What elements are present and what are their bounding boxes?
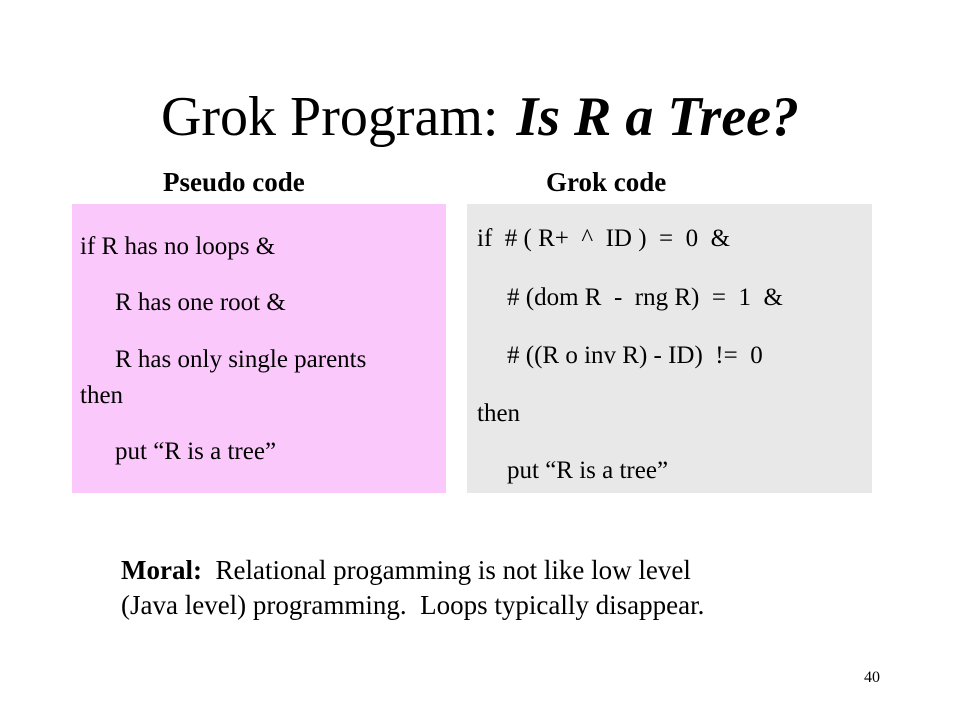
grok-line: then: [477, 400, 521, 427]
grok-line: # (dom R - rng R) = 1 &: [507, 284, 783, 311]
pseudo-line: if R has no loops &: [80, 233, 276, 260]
moral-text: [121, 553, 841, 623]
pseudo-line: R has only single parents: [115, 346, 367, 373]
grok-line: if # ( R+ ^ ID ) = 0 &: [477, 225, 731, 252]
pseudo-code-panel: [72, 204, 446, 493]
pseudo-line: put “R is a tree”: [115, 438, 277, 465]
title-emphasis: Is R a Tree?: [516, 86, 800, 148]
grok-code-panel: [467, 204, 872, 493]
grok-line: put “R is a tree”: [507, 457, 669, 484]
pseudo-line: R has one root &: [115, 289, 286, 316]
grok-code-heading: Grok code: [546, 167, 667, 197]
moral-line1-text: Relational progamming is not like low level: [215, 555, 691, 585]
moral-line-2: (Java level) programming. Loops typically disappear.: [121, 590, 705, 620]
title-prefix: Grok Program:: [160, 86, 499, 148]
moral-line-1: [121, 553, 841, 588]
page-number: 40: [864, 669, 880, 686]
slide-title: [0, 82, 960, 152]
grok-line: # ((R o inv R) - ID) != 0: [507, 342, 763, 369]
pseudo-code-heading: Pseudo code: [163, 167, 305, 197]
moral-label: Moral:: [121, 555, 202, 585]
pseudo-line: then: [80, 382, 124, 409]
